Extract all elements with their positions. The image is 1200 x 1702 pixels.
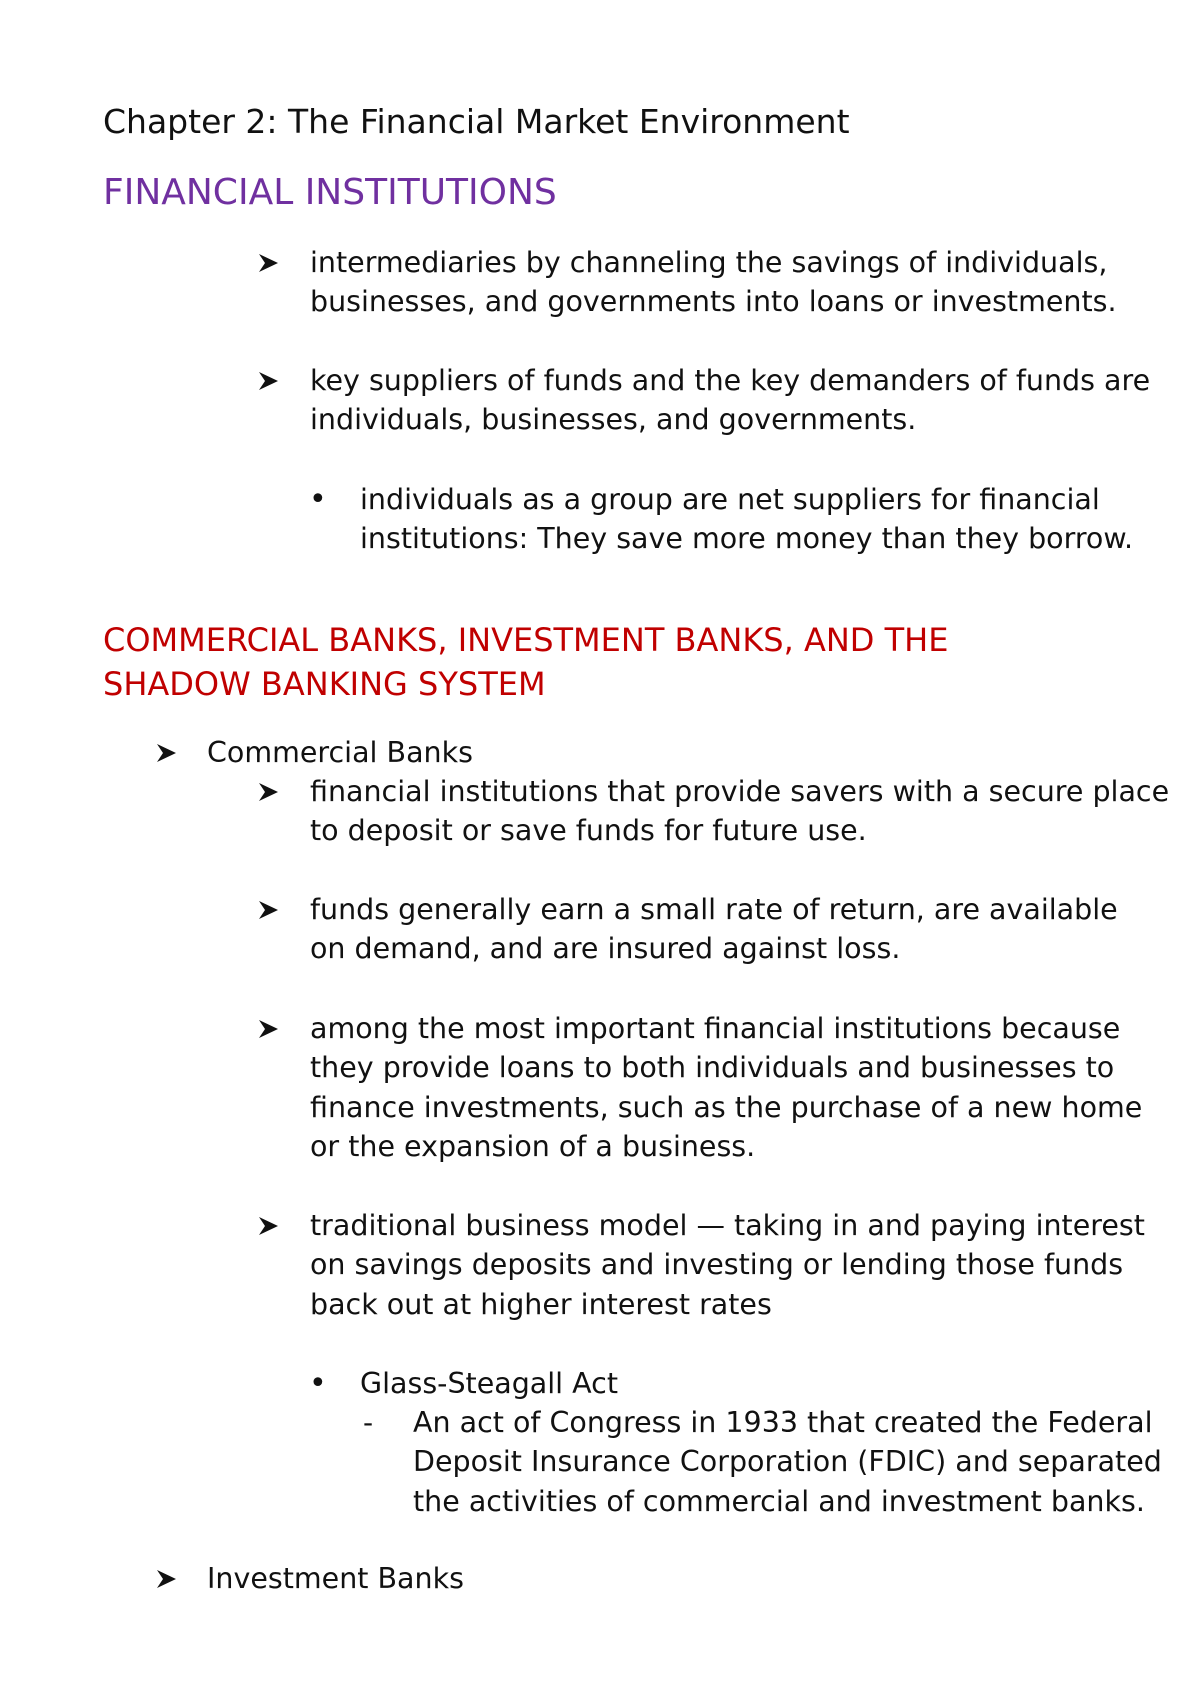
list-item-text: intermediaries by channeling the savings of individuals, businesses, and governments into loans or investments. xyxy=(310,246,1117,319)
list-item-text: individuals as a group are net suppliers for financial institutions: They save more money than they borrow. xyxy=(360,483,1134,556)
arrow-bullet-icon xyxy=(257,772,297,811)
section-heading-financial-institutions: FINANCIAL INSTITUTIONS xyxy=(103,172,557,213)
list-item-text: among the most important financial institutions because they provide loans to both individuals and businesses to finance investments, such as the purchase of a new home or the expansion of a business. xyxy=(310,1012,1143,1164)
list-item-text: An act of Congress in 1933 that created the Federal Deposit Insurance Corporation (FDIC) and separated the activities of commercial and investment banks. xyxy=(413,1406,1162,1518)
list-item-text: funds generally earn a small rate of return, are available on demand, and are insured against loss. xyxy=(310,893,1118,966)
list-item-text: Commercial Banks xyxy=(207,736,473,769)
dot-bullet: • xyxy=(309,1365,327,1401)
list-item-text: key suppliers of funds and the key demanders of funds are individuals, businesses, and governments. xyxy=(310,364,1151,437)
arrow-bullet-icon xyxy=(155,1559,195,1598)
list-item xyxy=(255,1009,1170,1167)
list-item xyxy=(255,361,1170,440)
arrow-bullet-icon xyxy=(155,733,195,772)
list-item-text: Glass-Steagall Act xyxy=(360,1367,619,1400)
chapter-title: Chapter 2: The Financial Market Environment xyxy=(103,102,850,141)
arrow-bullet-icon xyxy=(257,243,297,282)
list-item xyxy=(305,480,1170,559)
arrow-bullet-icon xyxy=(257,890,297,929)
arrow-bullet-icon xyxy=(257,1206,297,1245)
list-item-text: Investment Banks xyxy=(207,1562,464,1595)
arrow-bullet-icon xyxy=(257,1009,297,1048)
arrow-bullet-icon xyxy=(257,361,297,400)
list-item xyxy=(255,890,1160,969)
list-item xyxy=(255,772,1170,851)
dash-bullet: - xyxy=(363,1405,374,1439)
section-heading-banks: COMMERCIAL BANKS, INVESTMENT BANKS, AND THE SHADOW BANKING SYSTEM xyxy=(103,621,949,703)
list-item xyxy=(305,1364,1170,1403)
list-item xyxy=(255,243,1180,322)
list-item xyxy=(255,1206,1180,1324)
dot-bullet: • xyxy=(309,481,327,517)
list-item xyxy=(153,733,1167,772)
list-item xyxy=(153,1559,1167,1598)
list-item xyxy=(359,1403,1173,1521)
list-item-text: financial institutions that provide savers with a secure place to deposit or save funds for future use. xyxy=(310,775,1170,848)
list-item-text: traditional business model — taking in and paying interest on savings deposits and investing or lending those funds back out at higher interest rates xyxy=(310,1209,1145,1321)
